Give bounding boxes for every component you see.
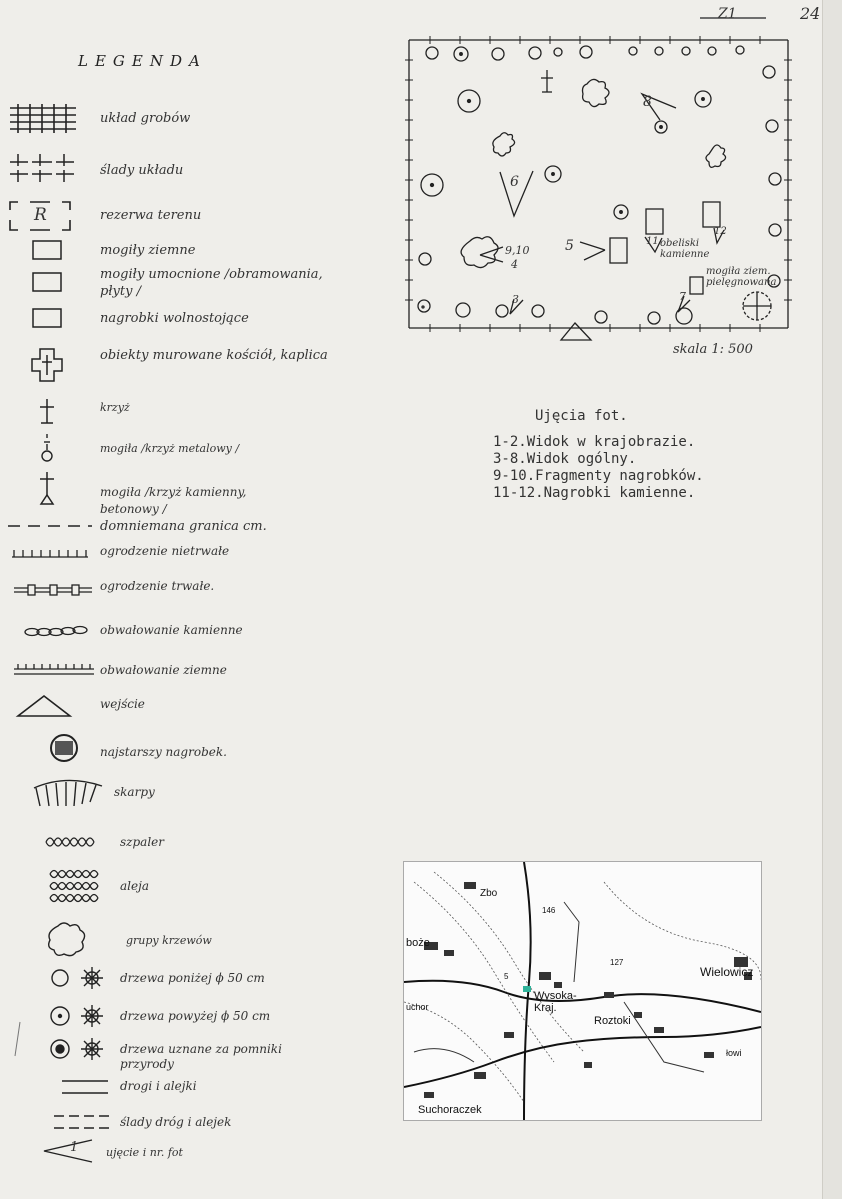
photo-marker-3: 3 — [512, 293, 519, 306]
hedge-symbol — [8, 832, 108, 852]
legend-item-stone-cross — [0, 470, 330, 516]
legend-item-slopes — [0, 776, 330, 816]
legend-label: aleja — [120, 879, 149, 893]
legend-label: domniemana granica cm. — [100, 519, 267, 534]
map-place-lowi: łowi — [726, 1048, 742, 1058]
legend-item-trees-monument — [0, 1036, 330, 1076]
photo-list-item: 9-10.Fragmenty nagrobków. — [493, 468, 704, 484]
cross-symbol — [8, 397, 78, 425]
freestanding-symbol — [8, 307, 78, 333]
photo-marker-12: 12 — [714, 226, 727, 237]
shrubs-symbol — [8, 918, 108, 958]
legend-label: szpaler — [120, 835, 164, 849]
legend-item-grid — [0, 102, 330, 142]
legend-item-trees-small — [0, 964, 330, 1004]
topo-map-lines — [404, 862, 761, 1120]
legend-item-stone-bank — [0, 622, 330, 662]
photo-marker-9-10: 9,10 — [505, 244, 530, 257]
legend-label: nagrobki wolnostojące — [100, 311, 249, 326]
legend-item-oldest — [0, 732, 330, 772]
legend-label: mogiły umocnione /obramowania, płyty / — [100, 267, 323, 299]
legend-item-shrubs — [0, 918, 330, 958]
tree-large-symbol — [8, 1002, 108, 1032]
legend-label: obwałowanie ziemne — [100, 663, 227, 677]
legend-title: LEGENDA — [78, 52, 207, 70]
reserve-letter: R — [34, 205, 47, 225]
oldest-grave-symbol — [8, 732, 98, 766]
legend-label: rezerwa terenu — [100, 208, 202, 223]
photo-marker-5: 5 — [565, 238, 574, 254]
legend-item-grid-traces — [0, 152, 330, 192]
legend-label: mogiły ziemne — [100, 243, 196, 258]
photo-marker-6: 6 — [510, 174, 519, 190]
page-number: 24 — [800, 4, 821, 23]
photo-marker-7: 7 — [679, 290, 686, 303]
roads-symbol — [8, 1078, 118, 1096]
photo-list-item: 1-2.Widok w krajobrazie. — [493, 434, 696, 450]
photo-shot-number: 1 — [70, 1140, 79, 1155]
stone-bank-symbol — [8, 622, 98, 640]
earth-bank-symbol — [8, 662, 98, 680]
map-elevation: 146 — [542, 906, 556, 915]
margin-mark — [12, 1020, 22, 1060]
photo-list — [493, 408, 704, 502]
tree-monument-symbol — [8, 1036, 108, 1066]
map-place-wielowicz: Wielowicz — [700, 965, 754, 979]
metal-cross-symbol — [8, 432, 78, 466]
map-place-boze: boże — [406, 937, 430, 949]
topo-map — [403, 861, 762, 1121]
legend-item-photo-shot — [0, 1138, 330, 1178]
photo-marker-4: 4 — [511, 258, 518, 271]
cemetery-plan — [400, 28, 800, 348]
reinforced-grave-symbol — [8, 268, 78, 298]
church-symbol — [8, 345, 78, 385]
legend-label: mogiła /krzyż metalowy / — [100, 442, 240, 455]
legend-item-perm-fence — [0, 579, 330, 622]
cemetery-location-marker — [523, 986, 531, 992]
map-place-uchor: uchor — [406, 1002, 429, 1012]
map-place-zbo: Zbo — [480, 888, 498, 899]
legend-item-alley — [0, 866, 330, 906]
legend-label: mogiła /krzyż kamienny, betonowy / — [100, 485, 247, 516]
legend-label: skarpy — [114, 785, 155, 799]
legend-item-reinforced-graves — [0, 268, 330, 308]
earth-grave-symbol — [8, 238, 78, 264]
page-edge — [822, 0, 842, 1199]
photo-list-item: 11-12.Nagrobki kamienne. — [493, 485, 696, 501]
stone-cross-symbol — [8, 470, 78, 506]
tree-small-symbol — [8, 964, 108, 994]
scale-label: skala 1: 500 — [673, 342, 753, 357]
temp-fence-symbol — [8, 545, 98, 561]
alley-symbol — [8, 866, 108, 906]
legend-item-reserve — [0, 200, 330, 240]
legend-label: ogrodzenie trwałe. — [100, 579, 215, 593]
legend-item-entrance — [0, 692, 330, 732]
grid-traces-symbol — [8, 152, 78, 186]
map-elevation: 5 — [504, 972, 509, 981]
grid-symbol — [8, 102, 78, 136]
legend-label: obiekty murowane kościół, kaplica — [100, 348, 328, 363]
legend-label: drzewa poniżej ϕ 50 cm — [120, 971, 265, 985]
map-place-suchoraczek: Suchoraczek — [418, 1104, 482, 1116]
slopes-symbol — [8, 776, 108, 816]
photo-list-title: Ujęcia fot. — [535, 408, 628, 424]
road-traces-symbol — [8, 1112, 118, 1132]
legend-label: obwałowanie kamienne — [100, 623, 243, 637]
legend-label: ślady układu — [100, 163, 184, 178]
legend-label: krzyż — [100, 401, 130, 414]
legend-label: ślady dróg i alejek — [120, 1115, 232, 1129]
legend-item-metal-cross — [0, 432, 330, 472]
obelisks-label: obeliski kamienne — [660, 238, 710, 260]
legend-item-masonry — [0, 345, 330, 385]
entrance-symbol — [8, 692, 98, 722]
corner-mark-line — [700, 12, 770, 24]
map-place-roztoki: Roztoki — [594, 1015, 631, 1027]
legend-label: grupy krzewów — [126, 934, 212, 947]
legend-item-cross — [0, 397, 330, 437]
legend-label: drzewa powyżej ϕ 50 cm — [120, 1009, 271, 1023]
legend-label: wejście — [100, 697, 145, 711]
legend-label: najstarszy nagrobek. — [100, 745, 227, 759]
photo-shot-symbol — [8, 1138, 108, 1164]
boundary-symbol — [8, 518, 98, 534]
corner-mark: Z1 — [718, 6, 737, 22]
legend-label: ujęcie i nr. fot — [106, 1146, 183, 1159]
photo-list-item: 3-8.Widok ogólny. — [493, 451, 637, 467]
legend-label: drogi i alejki — [120, 1079, 197, 1093]
legend-item-freestanding — [0, 307, 330, 347]
photo-marker-11: 11 — [646, 236, 659, 247]
map-place-wysoka: Wysoka-Kraj. — [534, 990, 577, 1014]
perm-fence-symbol — [8, 582, 98, 598]
cared-grave-label: mogiła ziem. pielęgnowana — [706, 266, 777, 288]
photo-marker-8: 8 — [643, 94, 652, 110]
legend-label: drzewa uznane za pomniki przyrody — [120, 1042, 282, 1071]
legend-label: ogrodzenie nietrwałe — [100, 544, 230, 558]
map-elevation: 127 — [610, 958, 624, 967]
legend-label: układ grobów — [100, 111, 191, 126]
